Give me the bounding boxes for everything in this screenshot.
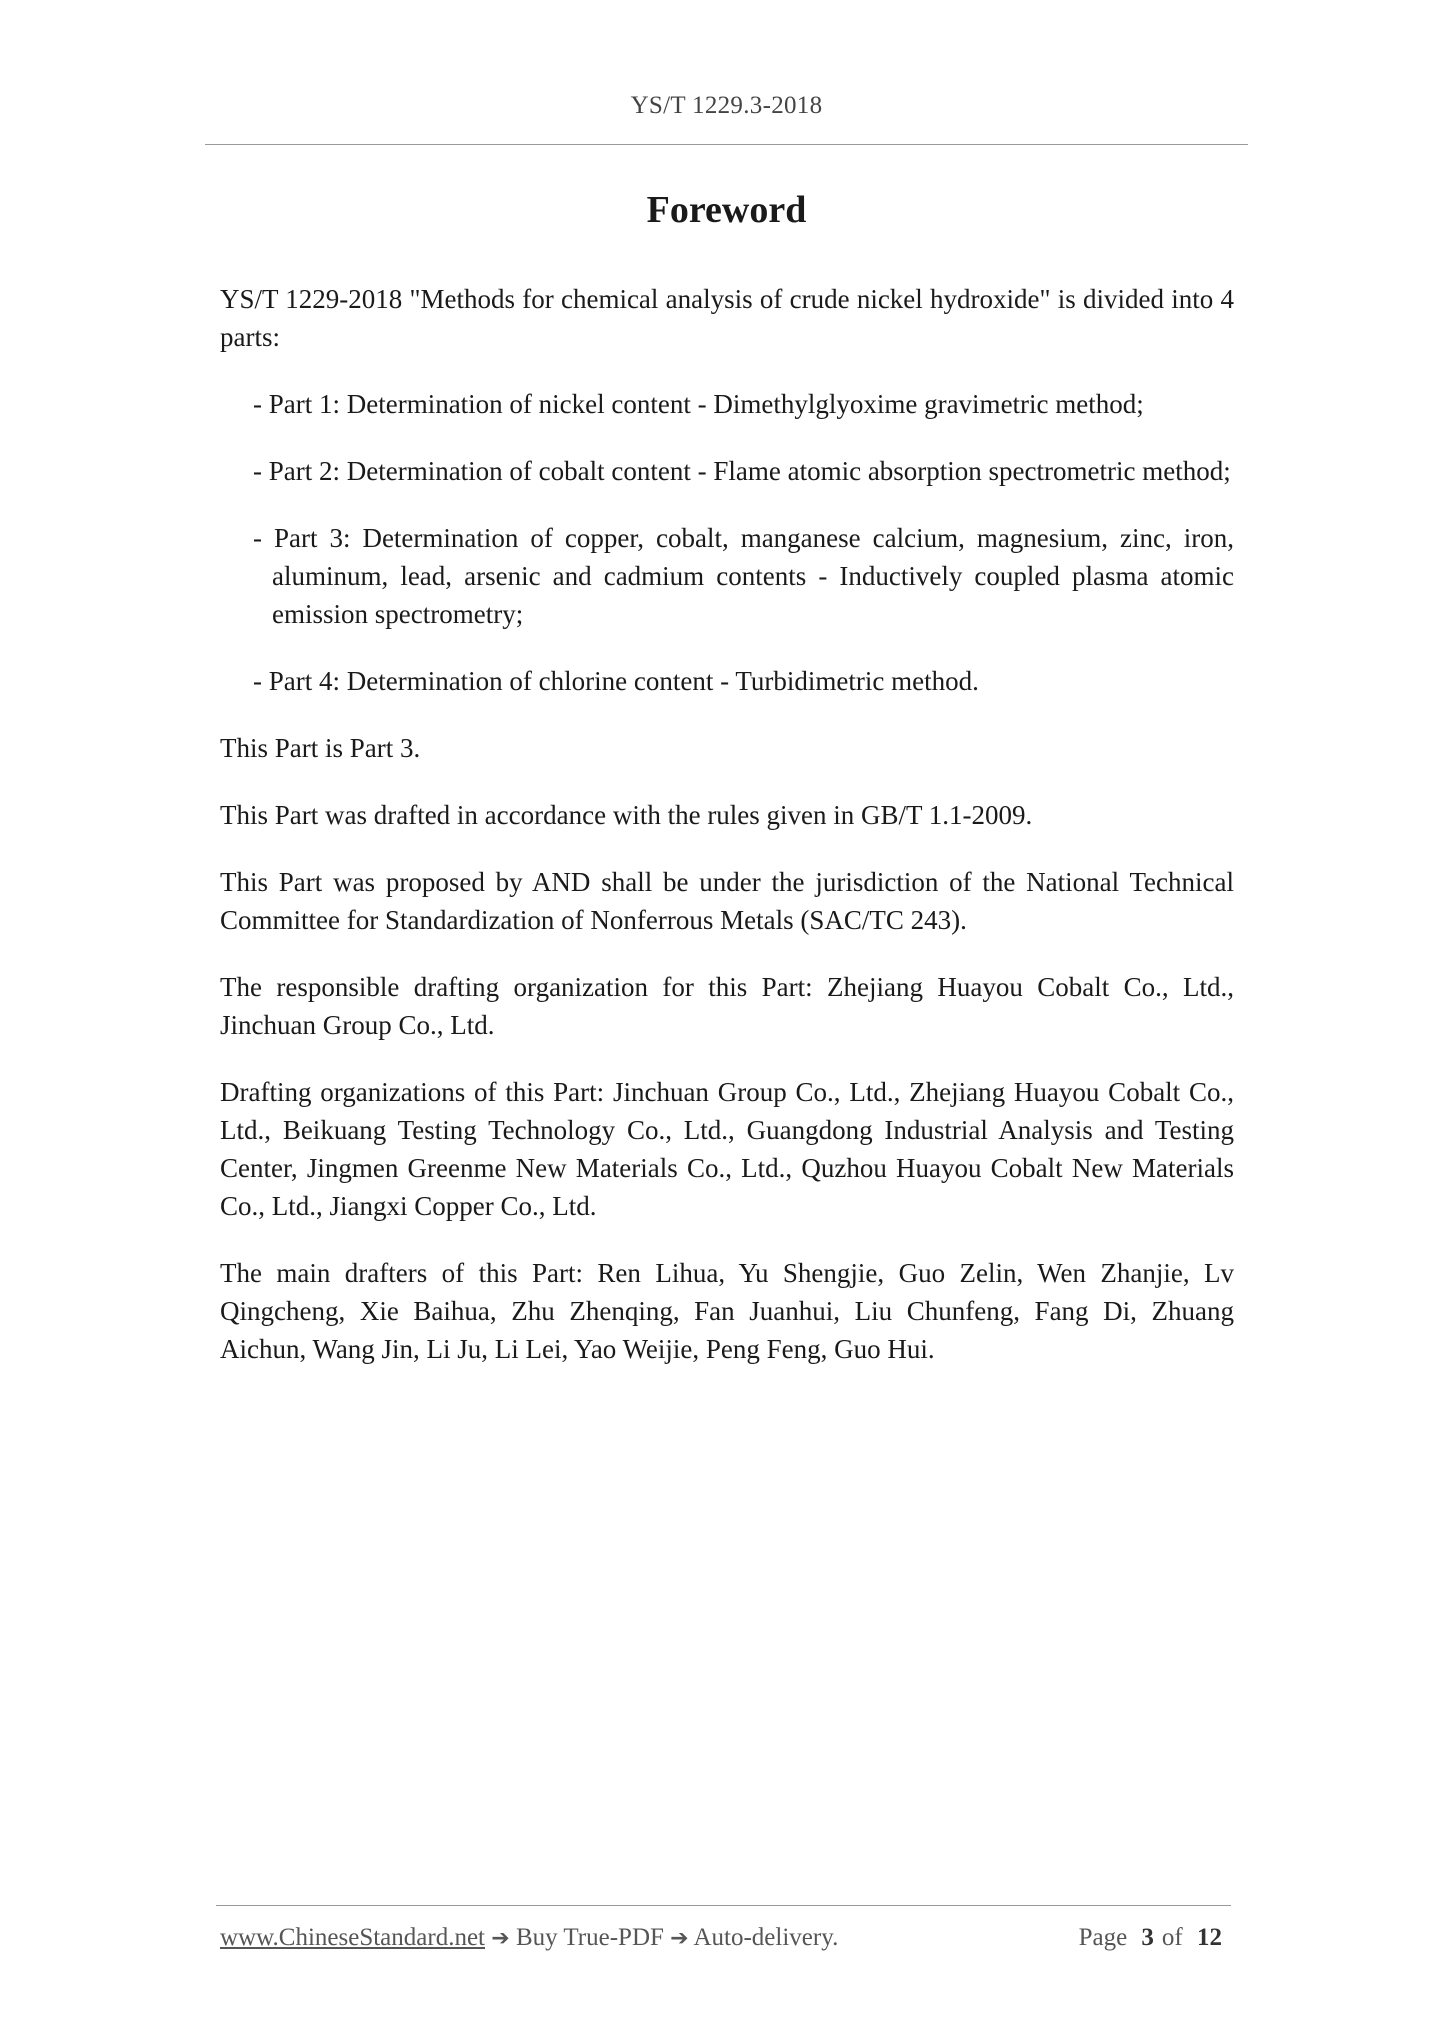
paragraph-part-number: This Part is Part 3. [220, 733, 421, 763]
intro-paragraph: YS/T 1229-2018 "Methods for chemical analysis of crude nickel hydroxide" is divided into 4 parts: [220, 284, 1234, 352]
list-item: - Part 4: Determination of chlorine content - Turbidimetric method. [253, 666, 979, 696]
arrow-right-icon: ➔ [491, 1926, 510, 1951]
page-number [1079, 1924, 1230, 1952]
page-current: 3 [1141, 1924, 1154, 1951]
header-divider [205, 144, 1248, 145]
paragraph-main-drafters: The main drafters of this Part: Ren Lihua, Yu Shengjie, Guo Zelin, Wen Zhanjie, Lv Qingcheng, Xie Baihua, Zhu Zhenqing, Fan Juanhui, Liu Chunfeng, Fang Di, Zhuang Aichun, Wang Jin, Li Ju, Li Lei, Yao Weijie, Peng Feng, Guo Hui. [220, 1258, 1234, 1364]
paragraph-proposed-by: This Part was proposed by AND shall be under the jurisdiction of the National Technical Committee for Standardization of Nonferrous Metals (SAC/TC 243). [220, 867, 1234, 935]
page-header: YS/T 1229.3-2018 [630, 92, 823, 119]
page-title: Foreword [646, 189, 807, 231]
parts-list [220, 385, 1234, 700]
footer-left [220, 1924, 838, 1952]
paragraph-drafting-rules: This Part was drafted in accordance with the rules given in GB/T 1.1-2009. [220, 800, 1033, 830]
page-label: Page [1078, 1924, 1128, 1951]
delivery-text: Auto-delivery. [693, 1924, 839, 1951]
footer-divider [216, 1905, 1231, 1906]
paragraph-responsible-org: The responsible drafting organization for this Part: Zhejiang Huayou Cobalt Co., Ltd., Jinchuan Group Co., Ltd. [220, 972, 1234, 1040]
paragraph-drafting-orgs: Drafting organizations of this Part: Jinchuan Group Co., Ltd., Zhejiang Huayou Cobalt Co., Ltd., Beikuang Testing Technology Co., Ltd., Guangdong Industrial Analysis and Testing Center, Jingmen Greenme New Materials Co., Ltd., Quzhou Huayou Cobalt New Materials Co., Ltd., Jiangxi Copper Co., Ltd. [220, 1077, 1234, 1221]
arrow-right-icon: ➔ [670, 1926, 689, 1951]
page-of: of [1161, 1924, 1183, 1951]
list-item: - Part 1: Determination of nickel content - Dimethylglyoxime gravimetric method; [253, 389, 1144, 419]
buy-text: Buy True-PDF [515, 1924, 664, 1951]
list-item: - Part 2: Determination of cobalt content - Flame atomic absorption spectrometric method; [253, 456, 1231, 486]
list-item: - Part 3: Determination of copper, cobalt, manganese calcium, magnesium, zinc, iron, aluminum, lead, arsenic and cadmium contents - Inductively coupled plasma atomic emission spectrometry; [253, 523, 1234, 629]
site-link[interactable]: www.ChineseStandard.net [220, 1924, 485, 1951]
page-total: 12 [1197, 1924, 1222, 1951]
document-body [220, 280, 1234, 1397]
